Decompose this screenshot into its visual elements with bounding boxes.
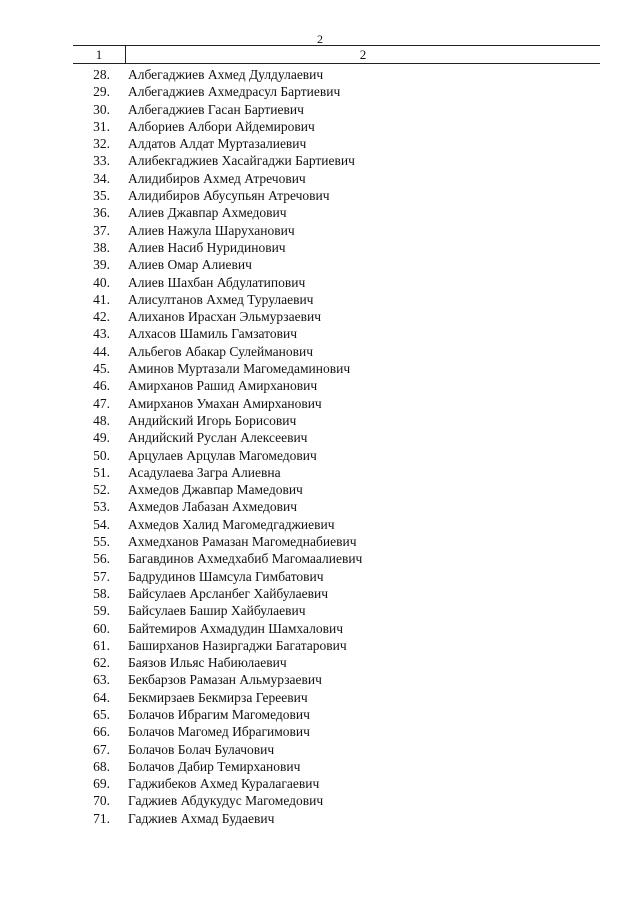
list-item-name: Гаджибеков Ахмед Куралагаевич <box>128 776 320 792</box>
list-item <box>0 118 640 135</box>
list-item-number: 50. <box>93 447 110 463</box>
list-item-name: Албегаджиев Ахмед Дулдулаевич <box>128 67 324 82</box>
list-item <box>0 585 640 602</box>
list-item-name: Байсулаев Башир Хайбулаевич <box>128 603 306 619</box>
list-item-name: Бадрудинов Шамсула Гимбатович <box>128 568 324 584</box>
list-item-number: 53. <box>93 499 110 515</box>
list-item-number: 40. <box>93 274 110 290</box>
list-item <box>0 464 640 481</box>
list-item <box>0 810 640 827</box>
list-item-name: Асадулаева Загра Алиевна <box>128 464 281 480</box>
list-item-name: Байтемиров Ахмадудин Шамхалович <box>128 620 343 636</box>
name-list <box>0 66 640 827</box>
list-item-name: Ахмедханов Рамазан Магомеднабиевич <box>128 534 357 550</box>
list-item-number: 41. <box>93 291 110 307</box>
list-item <box>0 498 640 515</box>
list-item <box>0 187 640 204</box>
page-number: 2 <box>317 32 323 46</box>
list-item <box>0 291 640 308</box>
list-item-name: Алибекгаджиев Хасайгаджи Бартиевич <box>128 153 355 169</box>
list-item-name: Болачов Ибрагим Магомедович <box>128 706 310 722</box>
list-item-number: 60. <box>93 620 110 636</box>
list-item <box>0 308 640 325</box>
list-item-name: Алиев Нажула Шаруханович <box>128 222 295 238</box>
list-item-number: 28. <box>93 67 110 82</box>
list-item <box>0 377 640 394</box>
list-item <box>0 83 640 100</box>
column-header-name: 2 <box>359 47 367 62</box>
list-item-name: Алидибиров Ахмед Атречович <box>128 170 306 186</box>
list-item-number: 46. <box>93 378 110 394</box>
list-item-number: 67. <box>93 741 110 757</box>
list-item-number: 64. <box>93 689 110 705</box>
list-item-number: 43. <box>93 326 110 342</box>
list-item-name: Ахмедов Халид Магомедгаджиевич <box>128 516 335 532</box>
list-item-number: 69. <box>93 776 110 792</box>
list-item-name: Албориев Албори Айдемирович <box>128 118 315 134</box>
list-item <box>0 152 640 169</box>
list-item <box>0 723 640 740</box>
list-item-name: Ахмедов Джавпар Мамедович <box>128 482 303 498</box>
list-item-number: 63. <box>93 672 110 688</box>
list-item <box>0 412 640 429</box>
list-item-number: 35. <box>93 188 110 204</box>
list-item-number: 59. <box>93 603 110 619</box>
list-item <box>0 325 640 342</box>
list-item-number: 49. <box>93 430 110 446</box>
list-item-name: Арцулаев Арцулав Магомедович <box>128 447 317 463</box>
list-item-number: 45. <box>93 361 110 377</box>
list-item-name: Ахмедов Лабазан Ахмедович <box>128 499 298 515</box>
list-item-name: Байсулаев Арсланбег Хайбулаевич <box>128 585 329 601</box>
list-item-number: 56. <box>93 551 110 567</box>
list-item-name: Алиев Насиб Нуридинович <box>128 239 286 255</box>
list-item-name: Гаджиев Абдукудус Магомедович <box>128 793 324 809</box>
list-item-number: 39. <box>93 257 110 273</box>
list-item <box>0 516 640 533</box>
list-item-number: 55. <box>93 534 110 550</box>
list-item-number: 34. <box>93 170 110 186</box>
list-item-number: 47. <box>93 395 110 411</box>
column-header-number: 1 <box>95 47 103 62</box>
list-item-name: Баширханов Назиргаджи Багатарович <box>128 637 347 653</box>
list-item <box>0 671 640 688</box>
list-item <box>0 239 640 256</box>
list-item <box>0 101 640 118</box>
list-item <box>0 568 640 585</box>
list-item-name: Алисултанов Ахмед Турулаевич <box>128 291 314 307</box>
list-item-name: Болачов Болач Булачович <box>128 741 275 757</box>
list-item-number: 42. <box>93 309 110 325</box>
list-item <box>0 135 640 152</box>
list-item <box>0 689 640 706</box>
list-item-name: Алиханов Ирасхан Эльмурзаевич <box>128 309 322 325</box>
list-item <box>0 550 640 567</box>
list-item-number: 38. <box>93 239 110 255</box>
list-item <box>0 654 640 671</box>
list-item-number: 71. <box>93 810 110 826</box>
list-item-name: Бекбарзов Рамазан Альмурзаевич <box>128 672 322 688</box>
list-item <box>0 775 640 792</box>
list-item <box>0 637 640 654</box>
list-item-name: Андийский Руслан Алексеевич <box>128 430 308 446</box>
list-item-number: 44. <box>93 343 110 359</box>
list-item-number: 66. <box>93 724 110 740</box>
list-item <box>0 741 640 758</box>
list-item <box>0 602 640 619</box>
list-item-name: Гаджиев Ахмад Будаевич <box>128 810 275 826</box>
list-item <box>0 447 640 464</box>
list-item <box>0 792 640 809</box>
list-item-name: Алхасов Шамиль Гамзатович <box>128 326 298 342</box>
table-header <box>73 45 600 64</box>
list-item-number: 29. <box>93 84 110 100</box>
list-item-number: 51. <box>93 464 110 480</box>
list-item <box>0 222 640 239</box>
list-item-number: 30. <box>93 101 110 117</box>
list-item-name: Алидибиров Абусупьян Атречович <box>128 188 330 204</box>
list-item <box>0 758 640 775</box>
list-item <box>0 481 640 498</box>
list-item-number: 48. <box>93 412 110 428</box>
list-item-name: Амирханов Рашид Амирханович <box>128 378 318 394</box>
list-item-number: 52. <box>93 482 110 498</box>
list-item <box>0 343 640 360</box>
list-item <box>0 360 640 377</box>
list-item-name: Амирханов Умахан Амирханович <box>128 395 322 411</box>
list-item-number: 68. <box>93 758 110 774</box>
list-item-number: 31. <box>93 118 110 134</box>
list-item-name: Аминов Муртазали Магомедаминович <box>128 361 351 377</box>
list-item <box>0 620 640 637</box>
list-item <box>0 274 640 291</box>
list-item-name: Альбегов Абакар Сулейманович <box>128 343 314 359</box>
list-item <box>0 429 640 446</box>
list-item-name: Бекмирзаев Бекмирза Гереевич <box>128 689 308 705</box>
list-item <box>0 533 640 550</box>
list-item-name: Баязов Ильяс Набиюлаевич <box>128 655 287 671</box>
list-item-name: Болачов Дабир Темирханович <box>128 758 301 774</box>
list-item-name: Алиев Джавпар Ахмедович <box>128 205 287 221</box>
list-item <box>0 66 640 83</box>
list-item-name: Албегаджиев Гасан Бартиевич <box>128 101 304 117</box>
list-item <box>0 706 640 723</box>
list-item-number: 70. <box>93 793 110 809</box>
list-item-number: 61. <box>93 637 110 653</box>
list-item <box>0 170 640 187</box>
list-item-number: 54. <box>93 516 110 532</box>
list-item-name: Алиев Шахбан Абдулатипович <box>128 274 306 290</box>
list-item-number: 57. <box>93 568 110 584</box>
list-item-name: Алиев Омар Алиевич <box>128 257 252 273</box>
list-item <box>0 204 640 221</box>
list-item-number: 33. <box>93 153 110 169</box>
list-item-name: Андийский Игорь Борисович <box>128 412 297 428</box>
list-item <box>0 256 640 273</box>
list-item-number: 62. <box>93 655 110 671</box>
list-item-name: Албегаджиев Ахмедрасул Бартиевич <box>128 84 341 100</box>
list-item-number: 36. <box>93 205 110 221</box>
list-item-number: 32. <box>93 136 110 152</box>
list-item-name: Болачов Магомед Ибрагимович <box>128 724 310 740</box>
list-item-name: Багавдинов Ахмедхабиб Магомаалиевич <box>128 551 363 567</box>
list-item-number: 37. <box>93 222 110 238</box>
list-item-name: Алдатов Алдат Муртазалиевич <box>128 136 307 152</box>
list-item-number: 58. <box>93 585 110 601</box>
list-item-number: 65. <box>93 706 110 722</box>
list-item <box>0 395 640 412</box>
